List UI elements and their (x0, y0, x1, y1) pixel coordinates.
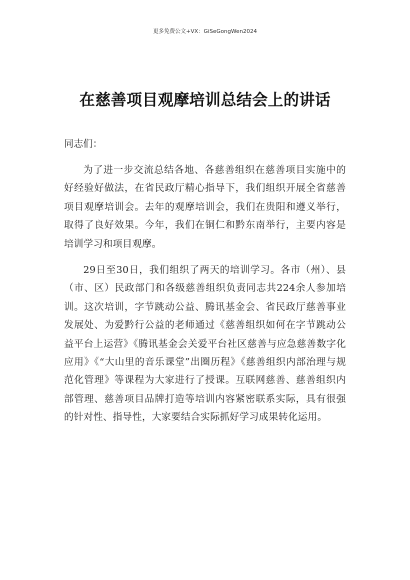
paragraph: 29日至30日，我们组织了两天的培训学习。各市（州）、县（市、区）民政部门和各级慈善组织负责同志共224余人参加培训。这次培训，字节跳动公益、腾讯基金会、省民政厅慈善事业发展处、为爱黔行公益的老师通过《慈善组织如何在字节跳动公益平台上运营》《腾讯基金会关爱平台社区慈善与应急慈善数字化应用》《“大山里的音乐课堂”出圈历程》《慈善组织内部治理与规范化管理》等课程为大家进行了授课。互联网慈善、慈善组织内部管理、慈善项目品牌打造等培训内容紧密联系实际，具有很强的针对性、指导性，大家要结合实际抓好学习成果转化运用。 (64, 265, 346, 424)
salutation: 同志们： (64, 139, 103, 150)
document-body (64, 162, 346, 436)
header-note: 更多免费公文+VX：GiSeGongWen2024 (153, 29, 257, 35)
paragraph: 为了进一步交流总结各地、各慈善组织在慈善项目实施中的好经验好做法，在省民政厅精心指导下，我们组织开展全省慈善项目观摩培训会。去年的观摩培训会，我们在贵阳和遵义举行，取得了良好效果。今年，我们在铜仁和黔东南举行，主要内容是培训学习和项目观摩。 (64, 165, 346, 250)
document-title: 在慈善项目观摩培训总结会上的讲话 (79, 91, 331, 109)
